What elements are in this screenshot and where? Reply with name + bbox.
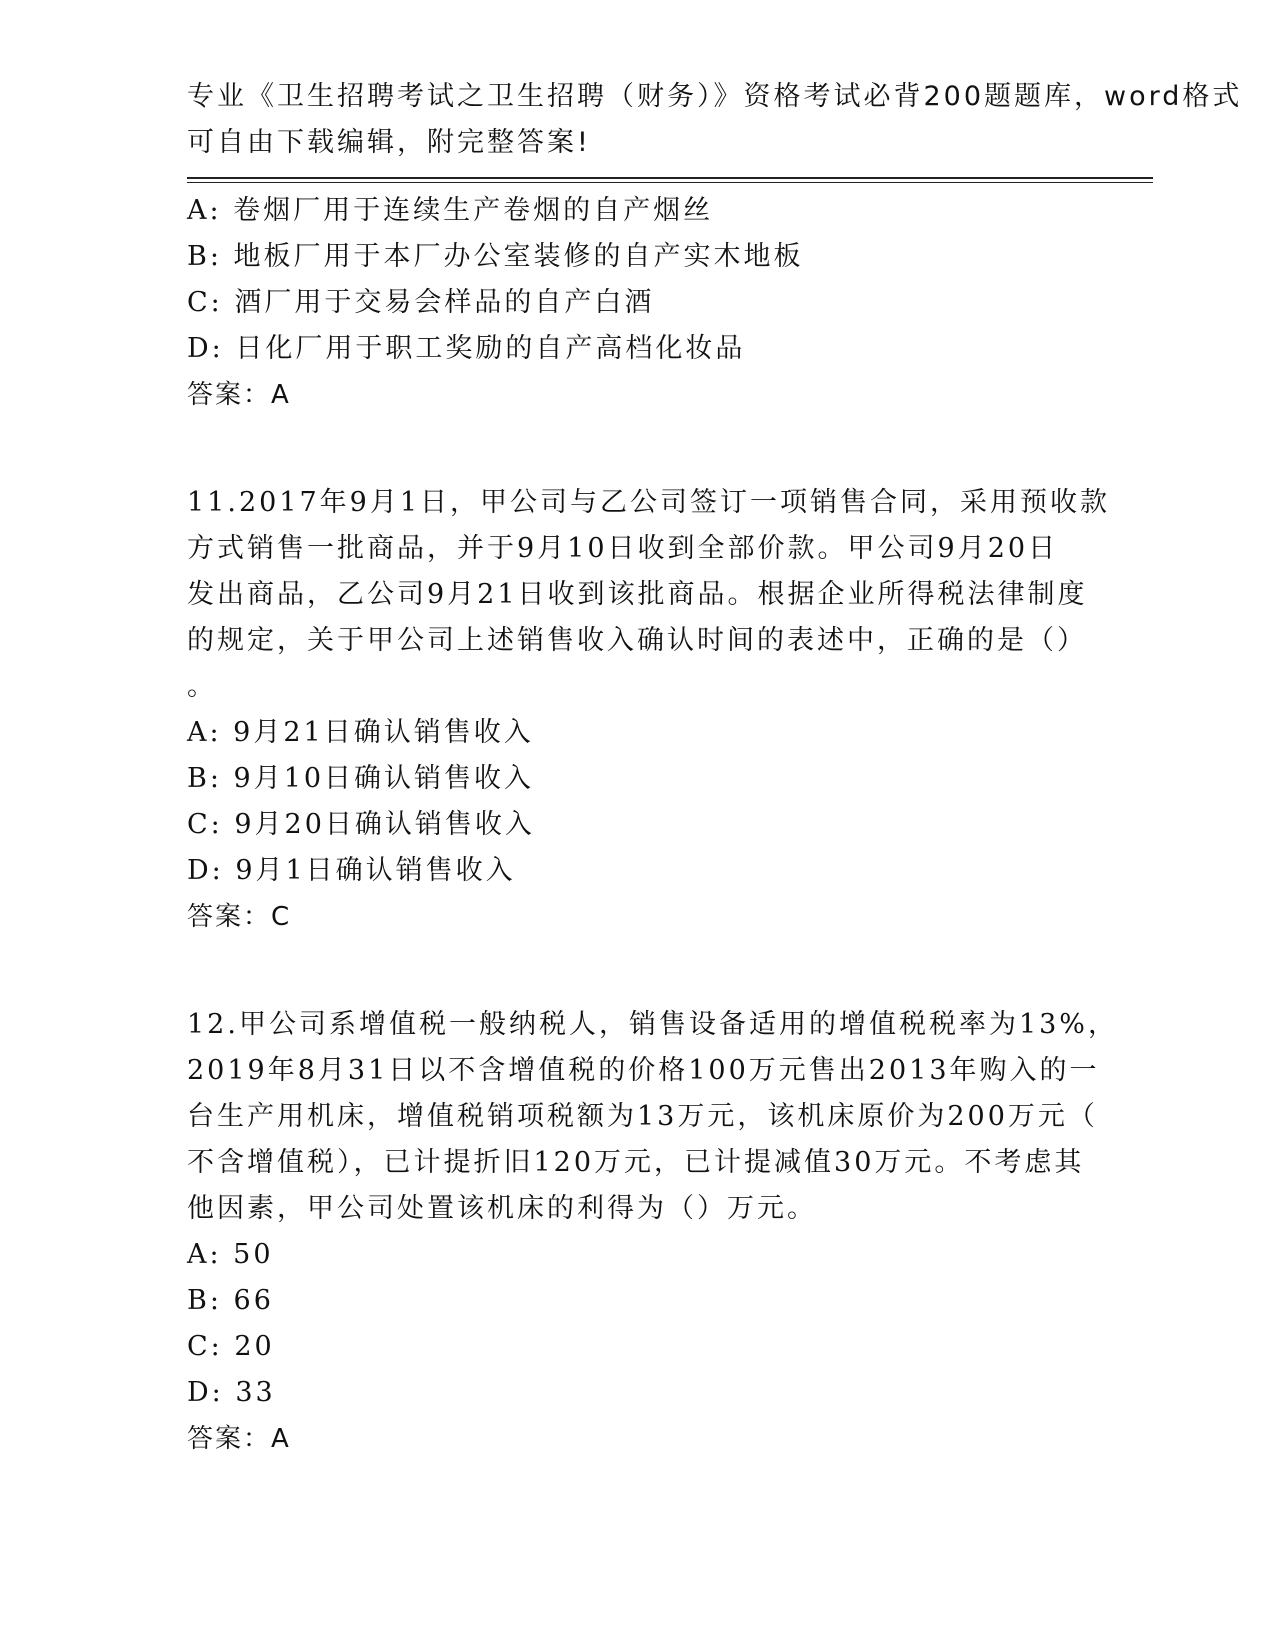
- question-text-line: 方式销售一批商品，并于9月10日收到全部价款。甲公司9月20日: [187, 533, 1059, 564]
- question-11: [187, 480, 1111, 940]
- option-a: A: 9月21日确认销售收入: [187, 717, 534, 748]
- question-content: [187, 188, 1118, 1462]
- option-b: B: 地板厂用于本厂办公室装修的自产实木地板: [187, 241, 804, 272]
- answer-line: 答案：C: [187, 902, 292, 932]
- answer-line: 答案：A: [187, 1424, 291, 1454]
- question-10: [187, 188, 1087, 418]
- answer-line: 答案：A: [187, 380, 291, 410]
- option-c: C: 20: [187, 1331, 275, 1362]
- question-text-line: 12.甲公司系增值税一般纳税人，销售设备适用的增值税税率为13%，: [187, 1009, 1118, 1040]
- question-text-line: 11.2017年9月1日，甲公司与乙公司签订一项销售合同，采用预收款: [187, 487, 1111, 518]
- question-text-line: 。: [187, 671, 214, 702]
- question-12: [187, 1002, 1118, 1462]
- question-text-line: 发出商品，乙公司9月21日收到该批商品。根据企业所得税法律制度: [187, 579, 1088, 610]
- header-divider-thick: [187, 177, 1153, 179]
- question-text-line: 的规定，关于甲公司上述销售收入确认时间的表述中，正确的是（）: [187, 625, 1087, 656]
- header-divider-thin: [187, 182, 1153, 183]
- question-text-line: 台生产用机床，增值税销项税额为13万元，该机床原价为200万元（: [187, 1101, 1098, 1132]
- option-a: A: 卷烟厂用于连续生产卷烟的自产烟丝: [187, 195, 714, 226]
- option-a: A: 50: [187, 1239, 274, 1270]
- header-title-line-1: 专业《卫生招聘考试之卫生招聘（财务）》资格考试必背200题题库，word格式: [187, 81, 1243, 112]
- question-text-line: 2019年8月31日以不含增值税的价格100万元售出2013年购入的一: [187, 1055, 1100, 1086]
- header-title-line-2: 可自由下载编辑，附完整答案!: [187, 127, 591, 158]
- option-d: D: 33: [187, 1377, 276, 1408]
- question-text-line: 他因素，甲公司处置该机床的利得为（）万元。: [187, 1193, 817, 1224]
- question-text-line: 不含增值税），已计提折旧120万元，已计提减值30万元。不考虑其: [187, 1147, 1085, 1178]
- option-c: C: 酒厂用于交易会样品的自产白酒: [187, 287, 655, 318]
- document-header: [187, 74, 1243, 166]
- option-d: D: 9月1日确认销售收入: [187, 855, 516, 886]
- option-b: B: 66: [187, 1285, 274, 1316]
- option-b: B: 9月10日确认销售收入: [187, 763, 535, 794]
- option-c: C: 9月20日确认销售收入: [187, 809, 535, 840]
- option-d: D: 日化厂用于职工奖励的自产高档化妆品: [187, 333, 746, 364]
